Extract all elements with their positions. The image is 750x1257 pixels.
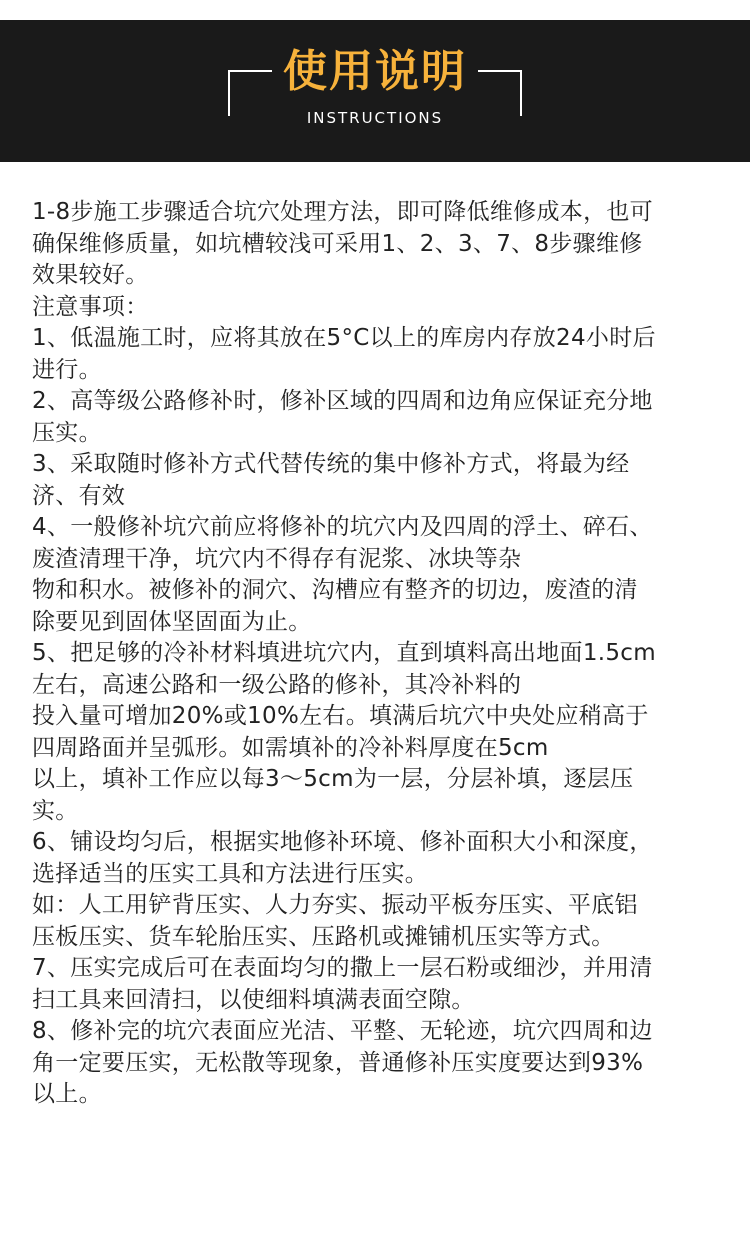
- text-line: 压实。: [32, 419, 102, 446]
- instructions-text: [32, 197, 722, 1111]
- text-line: 压板压实、货车轮胎压实、压路机或摊铺机压实等方式。: [32, 923, 615, 950]
- text-line: 以上，填补工作应以每3～5cm为一层，分层补填，逐层压: [32, 766, 634, 792]
- text-line: 1-8步施工步骤适合坑穴处理方法，即可降低维修成本，也可: [32, 199, 653, 225]
- text-line: 除要见到固体坚固面为止。: [32, 608, 312, 635]
- text-line: 1、低温施工时，应将其放在5°C以上的库房内存放24小时后: [32, 325, 656, 351]
- text-line: 济、有效: [32, 482, 126, 509]
- page-title: 使用说明: [283, 46, 467, 97]
- text-line: 扫工具来回清扫，以使细料填满表面空隙。: [32, 986, 475, 1013]
- text-line: 选择适当的压实工具和方法进行压实。: [32, 860, 429, 887]
- text-line: 3、采取随时修补方式代替传统的集中修补方式，将最为经: [32, 451, 630, 477]
- text-line: 投入量可增加20%或10%左右。填满后坑穴中央处应稍高于: [32, 703, 649, 729]
- text-line: 左右，高速公路和一级公路的修补，其冷补料的: [32, 671, 522, 698]
- text-line: 实。: [32, 797, 79, 824]
- text-line: 确保维修质量，如坑槽较浅可采用1、2、3、7、8步骤维修: [32, 230, 643, 257]
- text-line: 物和积水。被修补的洞穴、沟槽应有整齐的切边，废渣的清: [32, 577, 638, 603]
- text-line: 如：人工用铲背压实、人力夯实、振动平板夯压实、平底铝: [32, 892, 638, 918]
- text-line: 4、一般修补坑穴前应将修补的坑穴内及四周的浮土、碎石、: [32, 514, 653, 540]
- text-line: 以上。: [32, 1081, 102, 1107]
- page-subtitle: INSTRUCTIONS: [306, 109, 444, 127]
- text-line: 5、把足够的冷补材料填进坑穴内，直到填料高出地面1.5cm: [32, 640, 656, 666]
- text-line: 角一定要压实，无松散等现象，普通修补压实度要达到93%: [32, 1049, 644, 1076]
- text-line: 效果较好。: [32, 262, 149, 288]
- text-line: 8、修补完的坑穴表面应光洁、平整、无轮迹，坑穴四周和边: [32, 1018, 653, 1044]
- text-line: 进行。: [32, 356, 102, 383]
- text-line: 废渣清理干净，坑穴内不得存有泥浆、冰块等杂: [32, 545, 522, 572]
- text-line: 6、铺设均匀后，根据实地修补环境、修补面积大小和深度，: [32, 829, 653, 855]
- text-line: 7、压实完成后可在表面均匀的撒上一层石粉或细沙，并用清: [32, 955, 653, 981]
- text-line: 注意事项：: [32, 293, 149, 320]
- text-line: 2、高等级公路修补时，修补区域的四周和边角应保证充分地: [32, 388, 653, 414]
- text-line: 四周路面并呈弧形。如需填补的冷补料厚度在5cm: [32, 734, 549, 761]
